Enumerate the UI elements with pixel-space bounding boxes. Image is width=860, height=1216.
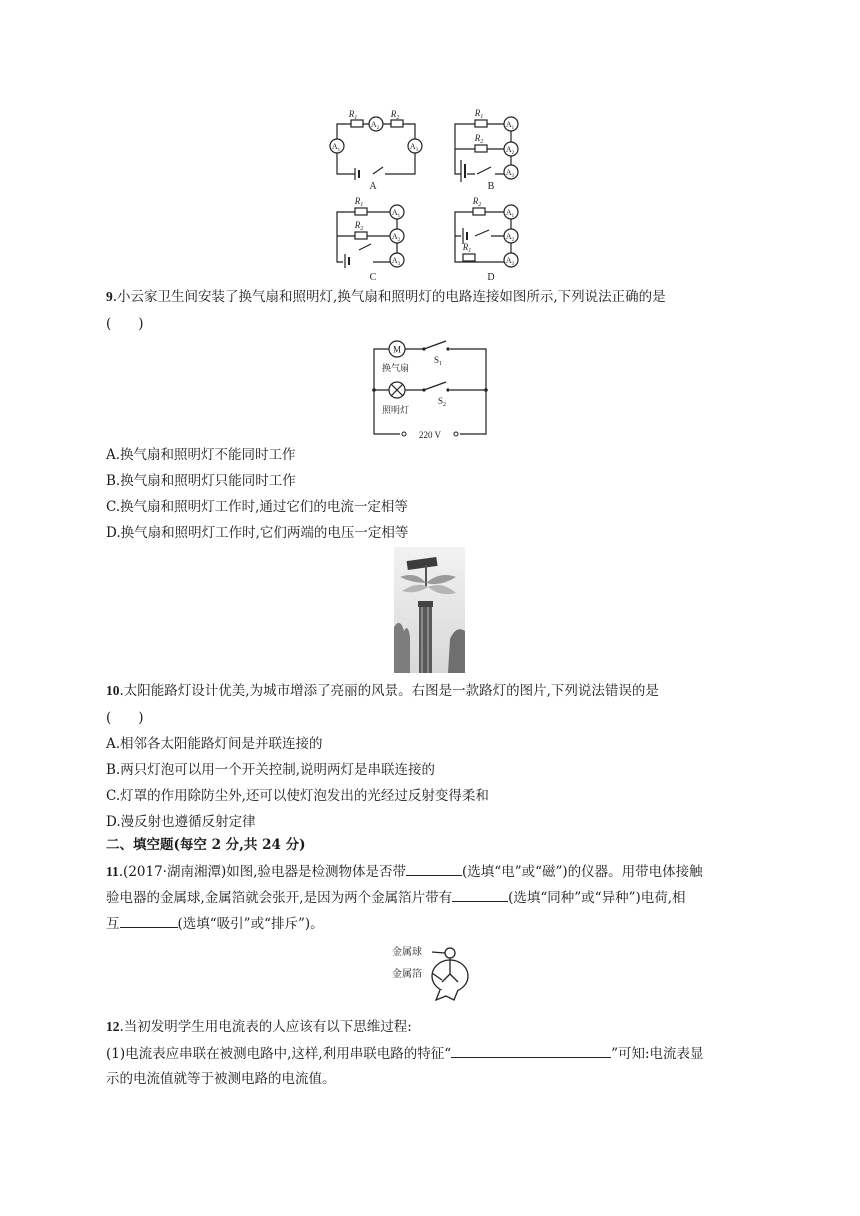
q10-stem bbox=[106, 681, 659, 701]
svg-text:A1: $A_1$ bbox=[505, 120, 515, 131]
q11-blank-1[interactable] bbox=[406, 861, 462, 876]
q10-option-c[interactable]: C.灯罩的作用除防尘外,还可以使灯泡发出的光经过反射变得柔和 bbox=[106, 788, 489, 804]
ball-label: 金属球 bbox=[392, 947, 422, 958]
q12-number: 12 bbox=[106, 1019, 120, 1034]
q11-blank-2[interactable] bbox=[452, 887, 508, 902]
q11-blank-3[interactable] bbox=[120, 913, 178, 928]
svg-text:R2: $R_2$ bbox=[354, 220, 364, 232]
svg-text:A1: $A_1$ bbox=[391, 208, 401, 219]
svg-text:R1: $R_1$ bbox=[354, 196, 364, 208]
q12-blank-1[interactable] bbox=[451, 1043, 611, 1058]
svg-text:A3: $A_3$ bbox=[505, 168, 515, 179]
svg-text:R2: $R_2$ bbox=[390, 109, 400, 121]
electroscope-figure bbox=[392, 942, 478, 1004]
svg-text:A2: $A_2$ bbox=[370, 120, 380, 131]
q10-option-d[interactable]: D.漫反射也遵循反射定律 bbox=[106, 814, 256, 830]
svg-text:A1: $A_1$ bbox=[331, 142, 341, 153]
option-c-label: C bbox=[369, 272, 377, 283]
q9-option-c[interactable]: C.换气扇和照明灯工作时,通过它们的电流一定相等 bbox=[106, 499, 408, 515]
svg-text:A2: $A_2$ bbox=[391, 232, 401, 243]
q12-line-2: 示的电流值就等于被测电路的电流值。 bbox=[106, 1071, 336, 1087]
svg-text:A3: $A_3$ bbox=[409, 142, 419, 153]
option-a-label: A bbox=[369, 181, 377, 192]
svg-text:S2: $S_2$ bbox=[438, 396, 447, 408]
svg-text:R1: $R_1$ bbox=[474, 108, 484, 120]
lamp-label: 照明灯 bbox=[382, 406, 410, 416]
svg-text:R1: $R_1$ bbox=[462, 242, 472, 254]
svg-text:S1: $S_1$ bbox=[434, 355, 443, 367]
q9-answer-paren: ( ) bbox=[106, 316, 144, 332]
q9-number: 9 bbox=[106, 289, 113, 304]
q11-line-3: 互 (选填“吸引”或“排斥”)。 bbox=[106, 913, 324, 934]
svg-text:A1: $A_1$ bbox=[505, 208, 515, 219]
q11-line-2: 验电器的金属球,金属箔就会张开,是因为两个金属箔片带有 (选填“同种”或“异种”)电荷,相 bbox=[106, 887, 686, 908]
option-b-label: B bbox=[487, 181, 495, 192]
option-d-label: D bbox=[487, 272, 495, 283]
q9-text: .小云家卫生间安装了换气扇和照明灯,换气扇和照明灯的电路连接如图所示,下列说法正确的是 bbox=[112, 289, 666, 305]
q10-number: 10 bbox=[106, 683, 120, 698]
solar-street-lamp-photo bbox=[394, 547, 465, 673]
voltage-label: 220 V bbox=[418, 430, 442, 440]
section-heading: 二、填空题(每空 2 分,共 24 分) bbox=[106, 837, 306, 853]
svg-text:R2: $R_2$ bbox=[474, 133, 484, 145]
q9-option-a[interactable]: A.换气扇和照明灯不能同时工作 bbox=[106, 447, 296, 463]
q10-option-a[interactable]: A.相邻各太阳能路灯间是并联连接的 bbox=[106, 736, 323, 752]
q9-fan-lamp-circuit bbox=[364, 336, 496, 444]
q12-stem bbox=[106, 1017, 412, 1037]
svg-text:A3: $A_3$ bbox=[391, 256, 401, 267]
q10-answer-paren: ( ) bbox=[106, 710, 144, 726]
svg-text:A3: $A_3$ bbox=[505, 256, 515, 267]
svg-text:A2: $A_2$ bbox=[505, 232, 515, 243]
svg-text:A2: $A_2$ bbox=[505, 145, 515, 156]
q10-text: .太阳能路灯设计优美,为城市增添了亮丽的风景。右图是一款路灯的图片,下列说法错误的是 bbox=[119, 683, 659, 699]
svg-text:R2: $R_2$ bbox=[472, 196, 482, 208]
fan-label: 换气扇 bbox=[382, 364, 410, 374]
foil-label: 金属箔 bbox=[392, 969, 422, 980]
svg-text:R1: $R_1$ bbox=[348, 109, 358, 121]
q9-stem bbox=[106, 287, 666, 307]
q9-option-b[interactable]: B.换气扇和照明灯只能同时工作 bbox=[106, 473, 296, 489]
q11-line-1: 11.(2017·湖南湘潭)如图,验电器是检测物体是否带 (选填“电”或“磁”)的仪器。用带电体接触 bbox=[106, 861, 703, 882]
motor-symbol: M bbox=[392, 344, 402, 355]
q9-option-d[interactable]: D.换气扇和照明灯工作时,它们两端的电压一定相等 bbox=[106, 525, 409, 541]
q12-line-1: (1)电流表应串联在被测电路中,这样,利用串联电路的特征“ ”可知:电流表显 bbox=[106, 1043, 704, 1064]
q10-option-b[interactable]: B.两只灯泡可以用一个开关控制,说明两灯是串联连接的 bbox=[106, 762, 436, 778]
q12-text: .当初发明学生用电流表的人应该有以下思维过程: bbox=[119, 1019, 412, 1035]
circuit-options-figure bbox=[325, 104, 535, 286]
